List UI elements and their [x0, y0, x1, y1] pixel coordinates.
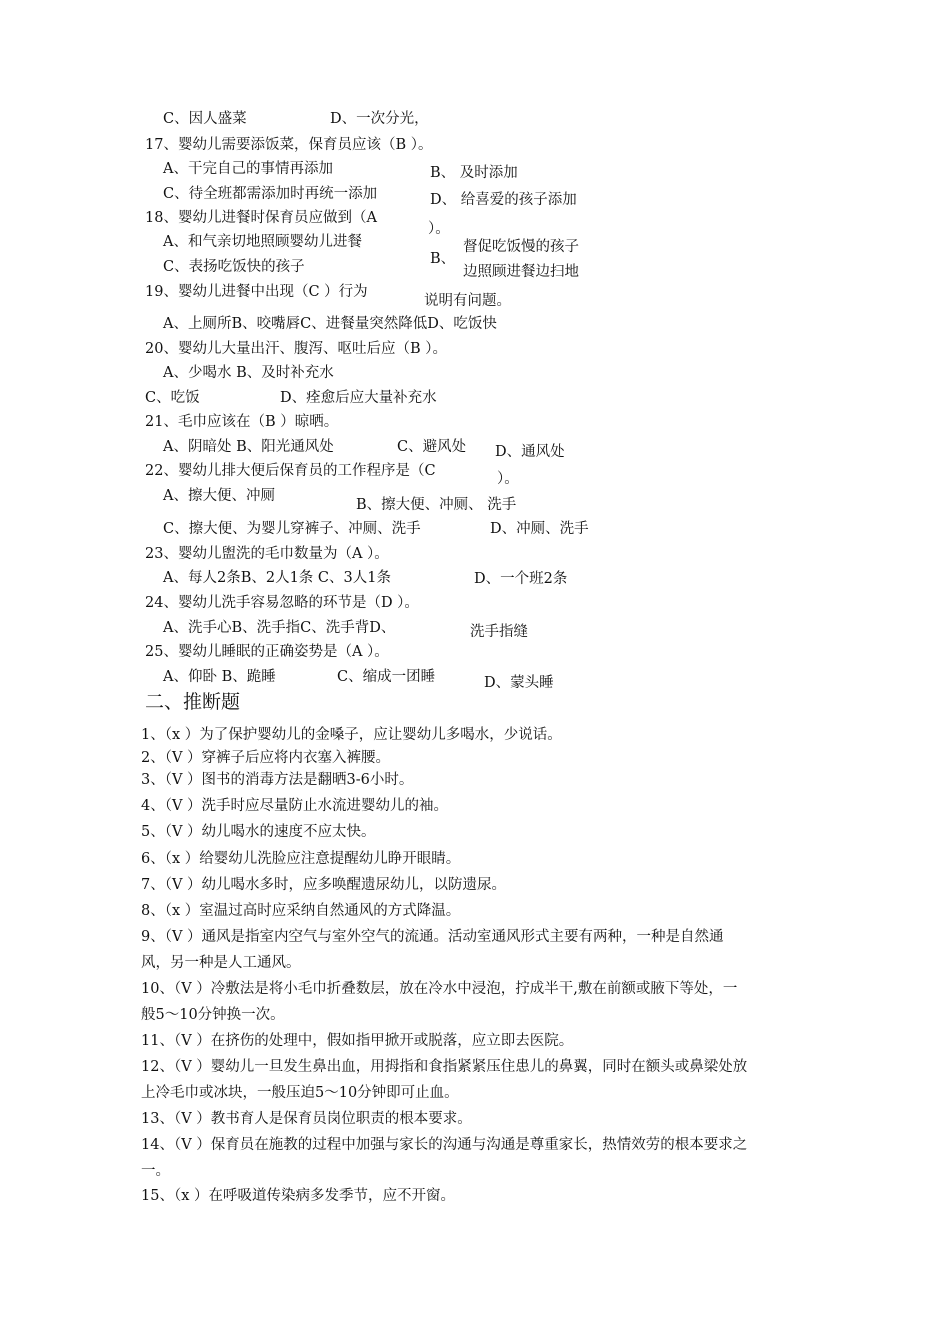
q20-option-d: D、痊愈后应大量补充水 [280, 390, 437, 406]
q18-option-c: C、表扬吃饭快的孩子 [163, 259, 305, 275]
q20-stem: 20、婴幼儿大量出汗、腹泻、呕吐后应（B ）。 [145, 341, 447, 357]
judge-item-9-line1: 9、（V ）通风是指室内空气与室外空气的流通。活动室通风形式主要有两种，一种是自然通 [141, 929, 724, 945]
q17-stem: 17、婴幼儿需要添饭菜，保育员应该（B ）。 [145, 137, 433, 153]
q19-stem-tail: 说明有问题。 [424, 293, 511, 309]
q22-option-c: C、擦大便、为婴儿穿裤子、冲厕、洗手 [163, 521, 421, 537]
q23-option-abc: A、每人2条B、2人1条 C、3人1条 [163, 570, 391, 586]
q19-options: A、上厕所B、咬嘴唇C、进餐量突然降低D、吃饭快 [163, 316, 497, 332]
q17-option-b: B、 及时添加 [430, 165, 518, 181]
q22-option-d: D、冲厕、洗手 [490, 521, 589, 537]
q25-option-ab: A、仰卧 B、跪睡 [163, 669, 276, 685]
q18-option-a: A、和气亲切地照顾婴幼儿进餐 [163, 234, 362, 250]
q16-option-c: C、因人盛菜 [163, 111, 247, 127]
judge-item-8: 8、（x ）室温过高时应采纳自然通风的方式降温。 [141, 903, 461, 919]
q24-option-d-text: 洗手指缝 [470, 624, 528, 640]
q23-stem: 23、婴幼儿盥洗的毛巾数量为（A ）。 [145, 546, 389, 562]
q17-option-a: A、干完自己的事情再添加 [163, 161, 333, 177]
q24-option-abcd: A、洗手心B、洗手指C、洗手背D、 [163, 620, 396, 636]
q22-stem-tail: ）。 [497, 471, 519, 487]
judge-item-11: 11、（V ）在挤伤的处理中，假如指甲掀开或脱落，应立即去医院。 [141, 1033, 574, 1049]
q18-stem-tail: ）。 [428, 221, 450, 237]
q23-option-d: D、一个班2条 [474, 571, 568, 587]
judge-item-15: 15、（x ）在呼吸道传染病多发季节，应不开窗。 [141, 1188, 455, 1204]
q18-option-d-text: 边照顾进餐边扫地 [463, 264, 579, 280]
judge-item-12-line2: 上冷毛巾或冰块，一般压迫5〜10分钟即可止血。 [141, 1085, 459, 1101]
q20-option-ab: A、少喝水 B、及时补充水 [163, 365, 334, 381]
judge-item-13: 13、（V ）教书育人是保育员岗位职责的根本要求。 [141, 1111, 472, 1127]
q25-option-d: D、蒙头睡 [484, 675, 554, 691]
q18-option-b-text: 督促吃饭慢的孩子 [463, 239, 579, 255]
q25-option-c: C、缩成一团睡 [337, 669, 436, 685]
judge-item-1: 1、（x ）为了保护婴幼儿的金嗓子，应让婴幼儿多喝水，少说话。 [141, 727, 562, 743]
judge-item-12-line1: 12、（V ）婴幼儿一旦发生鼻出血，用拇指和食指紧紧压住患儿的鼻翼，同时在额头或鼻梁处放 [141, 1059, 748, 1075]
q21-option-d: D、通风处 [495, 444, 565, 460]
judge-item-6: 6、（x ）给婴幼儿洗脸应注意提醒幼儿睁开眼睛。 [141, 851, 461, 867]
q24-stem: 24、婴幼儿洗手容易忽略的环节是（D ）。 [145, 595, 419, 611]
judge-item-2: 2、（V ）穿裤子后应将内衣塞入裤腰。 [141, 750, 391, 766]
judge-item-10-line1: 10、（V ）冷敷法是将小毛巾折叠数层，放在冷水中浸泡，拧成半干,敷在前额或腋下等处，一 [141, 981, 738, 997]
judge-item-14-line1: 14、（V ）保育员在施教的过程中加强与家长的沟通与沟通是尊重家长，热情效劳的根本要求之 [141, 1137, 748, 1153]
judge-item-7: 7、（V ）幼儿喝水多时，应多唤醒遗尿幼儿，以防遗尿。 [141, 877, 507, 893]
section-heading-judge: 二、推断题 [145, 691, 241, 713]
q22-option-b: B、擦大便、冲厕、 洗手 [356, 497, 517, 513]
judge-item-14-line2: 一。 [141, 1163, 170, 1179]
q22-option-a: A、擦大便、冲厕 [163, 488, 275, 504]
q18-option-b-label: B、 [430, 251, 456, 267]
q17-option-c: C、待全班都需添加时再统一添加 [163, 186, 378, 202]
judge-item-3: 3、（V ）图书的消毒方法是翻晒3-6小时。 [141, 772, 414, 788]
q22-stem: 22、婴幼儿排大便后保育员的工作程序是（C [145, 463, 436, 479]
q21-option-ab: A、阴暗处 B、阳光通风处 [163, 439, 334, 455]
judge-item-4: 4、（V ）洗手时应尽量防止水流进婴幼儿的袖。 [141, 798, 449, 814]
judge-item-9-line2: 风，另一种是人工通风。 [141, 955, 301, 971]
q25-stem: 25、婴幼儿睡眠的正确姿势是（A ）。 [145, 644, 389, 660]
q20-option-c: C、吃饭 [145, 390, 200, 406]
q16-option-d: D、一次分光， [330, 111, 429, 127]
judge-item-10-line2: 般5〜10分钟换一次。 [141, 1007, 285, 1023]
q21-stem: 21、毛巾应该在（B ）晾晒。 [145, 414, 339, 430]
q18-stem: 18、婴幼儿进餐时保育员应做到（A [145, 210, 377, 226]
q21-option-c: C、避风处 [397, 439, 467, 455]
judge-item-5: 5、（V ）幼儿喝水的速度不应太快。 [141, 824, 376, 840]
q17-option-d: D、 给喜爱的孩子添加 [430, 192, 577, 208]
q19-stem: 19、婴幼儿进餐中出现（C ）行为 [145, 284, 368, 300]
